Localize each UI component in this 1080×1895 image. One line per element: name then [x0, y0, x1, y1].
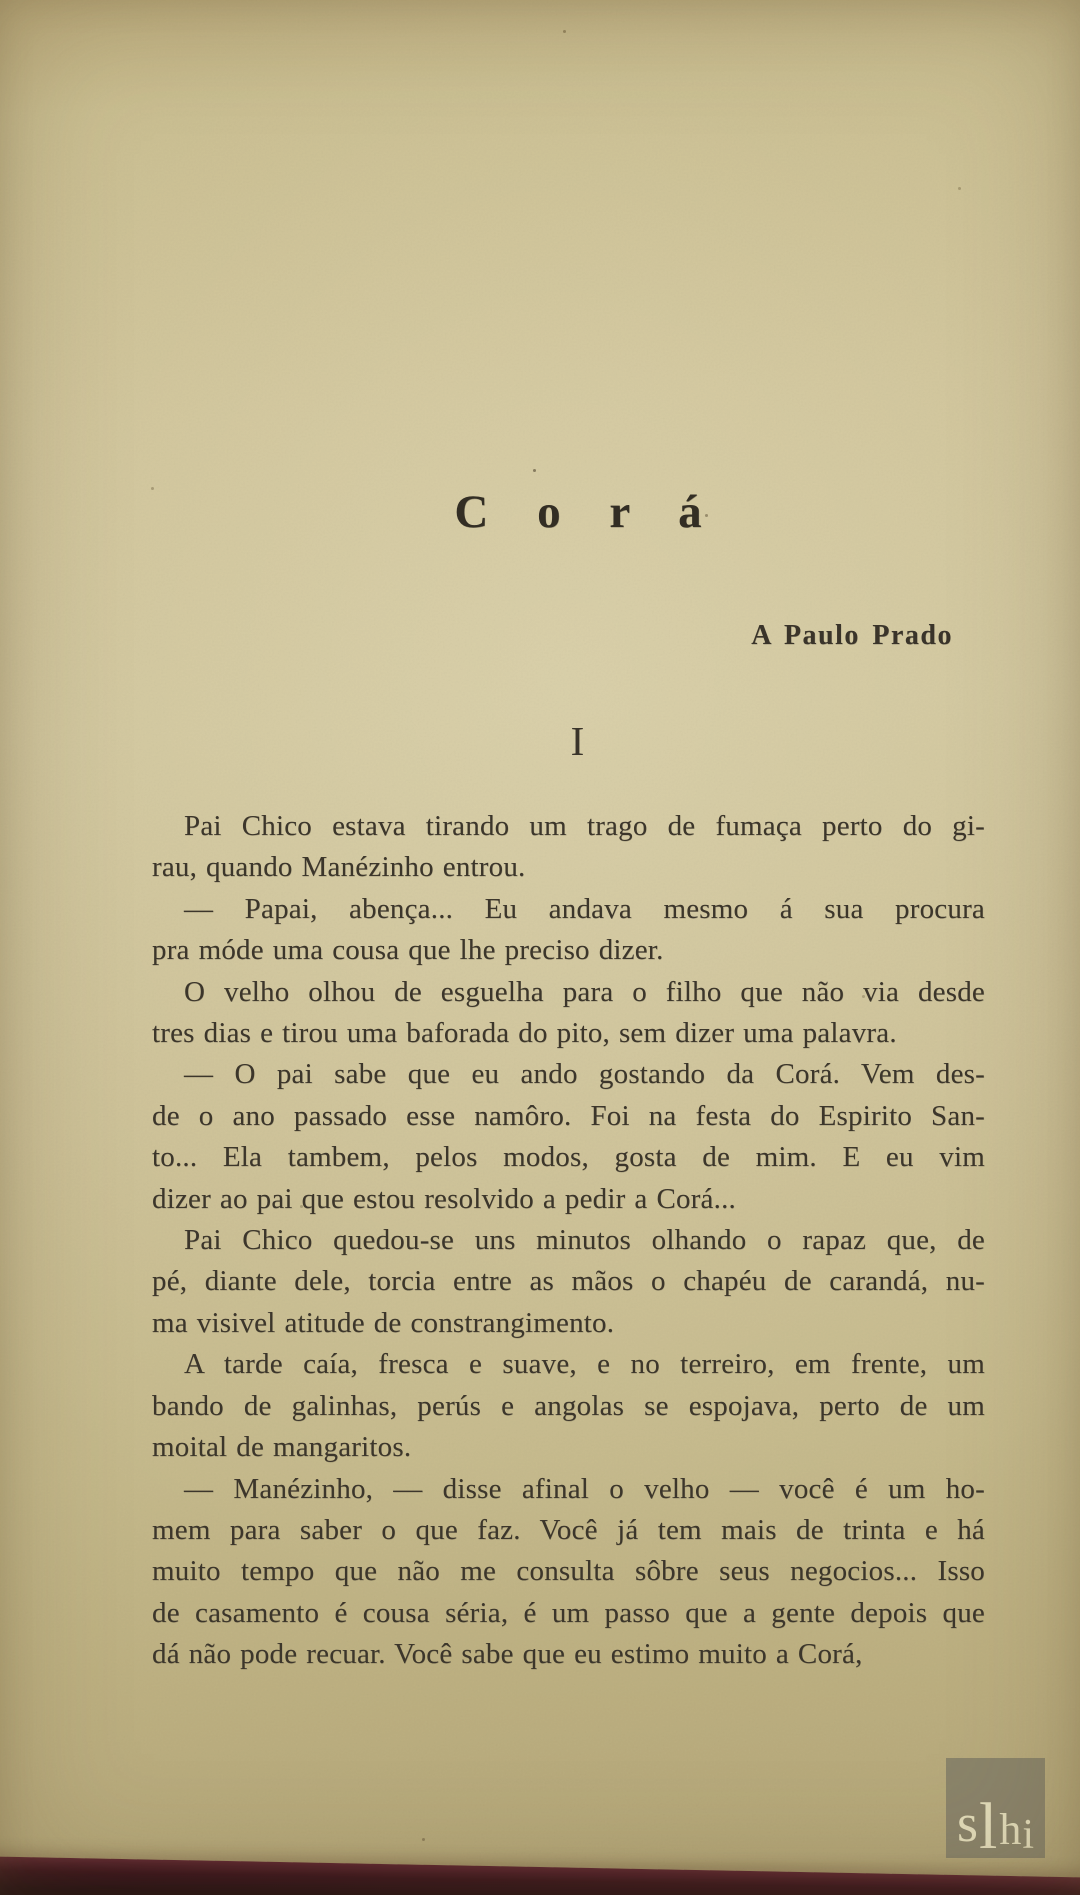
- text-line: dá não pode recuar. Você sabe que eu estimo muito a Corá,: [152, 1638, 863, 1671]
- text-line: Pai Chico estava tirando um trago de fumaça perto do gi-: [184, 810, 985, 842]
- text-line: to... Ela tambem, pelos modos, gosta de mim. E eu vim: [152, 1141, 985, 1174]
- watermark-badge: [946, 1758, 1045, 1863]
- text-line: tres dias e tirou uma baforada do pito, sem dizer uma palavra.: [152, 1017, 897, 1050]
- text-line: Pai Chico quedou-se uns minutos olhando o rapaz que, de: [184, 1224, 985, 1257]
- text-line: de o ano passado esse namôro. Foi na festa do Espirito San-: [152, 1099, 985, 1132]
- text-line: muito tempo que não me consulta sôbre seus negocios... Isso: [152, 1555, 985, 1588]
- text-line: O velho olhou de esguelha para o filho que não via desde: [184, 975, 985, 1008]
- text-line: bando de galinhas, perús e angolas se espojava, perto de um: [152, 1389, 985, 1422]
- text-line: — Papai, abença... Eu andava mesmo á sua procura: [184, 892, 985, 925]
- text-line: ma visivel atitude de constrangimento.: [152, 1306, 615, 1339]
- watermark-letter: h: [999, 1805, 1022, 1854]
- text-line: pé, diante dele, torcia entre as mãos o chapéu de carandá, nu-: [152, 1265, 985, 1298]
- text-line: pra móde uma cousa que lhe preciso dizer.: [152, 934, 664, 967]
- watermark-letter: l: [979, 1790, 998, 1863]
- text-line: A tarde caía, fresca e suave, e no terreiro, em frente, um: [184, 1348, 985, 1381]
- text-line: rau, quando Manézinho entrou.: [152, 851, 526, 884]
- text-block: [152, 806, 985, 1676]
- text-line: de casamento é cousa séria, é um passo que a gente depois que: [152, 1596, 985, 1629]
- watermark-letter: i: [1022, 1812, 1035, 1858]
- book-bottom-edge: [0, 1856, 1080, 1895]
- dedication: A Paulo Prado: [751, 620, 953, 651]
- section-numeral: I: [570, 718, 585, 764]
- text-line: dizer ao pai que estou resolvido a pedir a Corá...: [152, 1182, 736, 1215]
- text-line: — O pai sabe que eu ando gostando da Corá. Vem des-: [184, 1058, 985, 1091]
- paper-specks: [0, 0, 3, 3]
- text-line: — Manézinho, — disse afinal o velho — você é um ho-: [184, 1472, 985, 1505]
- text-line: mem para saber o que faz. Você já tem mais de trinta e há: [152, 1513, 985, 1546]
- text-line: moital de mangaritos.: [152, 1431, 412, 1464]
- watermark-letter: s: [956, 1793, 978, 1853]
- watermark-letters: [956, 1790, 1035, 1863]
- page-title: C o r á: [454, 486, 707, 538]
